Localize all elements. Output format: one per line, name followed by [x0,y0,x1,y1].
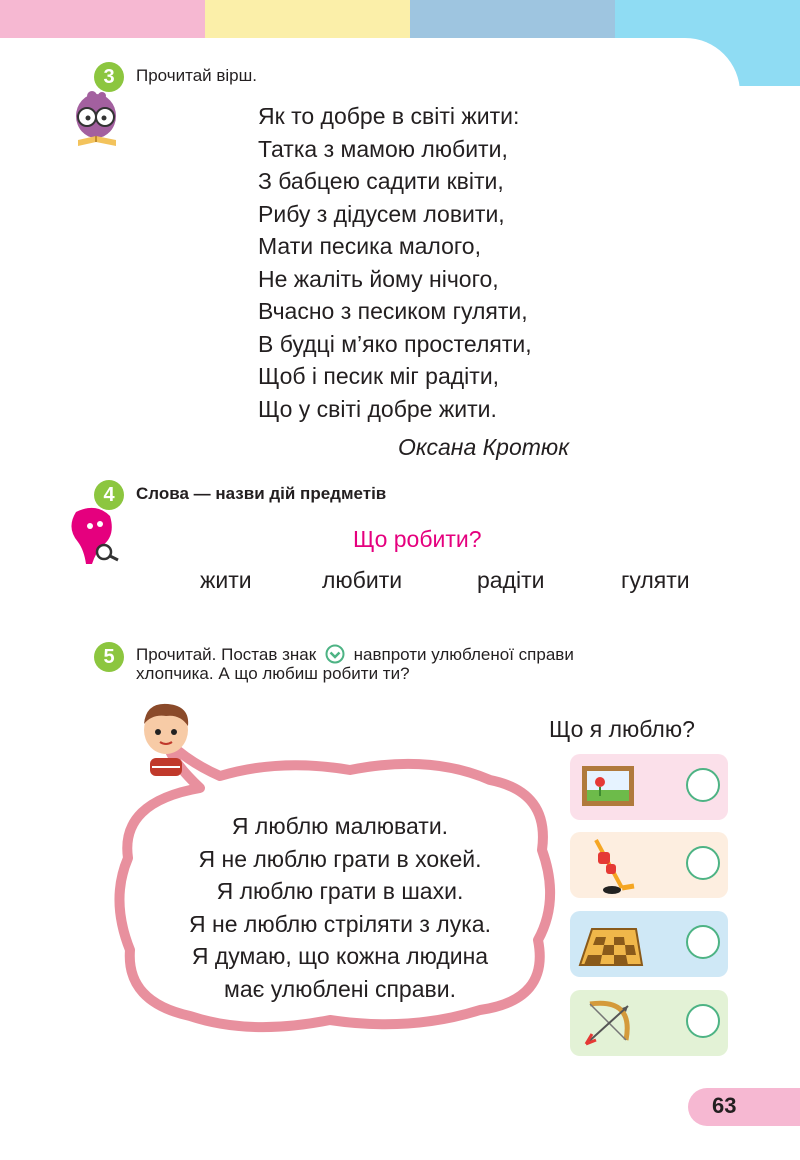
word-item: жити [200,567,252,593]
poem-line: В будці м’яко простеляти, [258,330,532,357]
speech-bubble-text [140,810,540,1005]
section-title: Слова — назви дій предметів [136,484,387,503]
poem-line: Рибу з дідусем ловити, [258,200,505,227]
poem-line: З бабцею садити квіти, [258,168,504,194]
boy-avatar [136,700,196,782]
checkbox-circle[interactable] [686,768,720,802]
task-number-badge: 4 [94,480,124,510]
page-number: 63 [712,1093,737,1118]
checkbox-circle[interactable] [686,925,720,959]
poem [258,100,532,425]
bubble-line: Я думаю, що кожна людина [191,943,489,969]
poem-line: Щоб і песик міг радіти, [258,363,500,389]
bow-arrow-icon [576,994,640,1052]
option-card-archery [570,990,728,1056]
task-instruction: Прочитай вірш. [136,66,258,85]
option-card-hockey [570,832,728,898]
page-number-tab [688,1088,800,1126]
poem-line: Не жаліть йому нічого, [258,265,499,292]
bubble-line: Я не люблю стріляти з лука. [189,910,491,937]
check-circle-icon [325,644,345,664]
bubble-line: Я люблю грати в шахи. [216,878,464,904]
task-instruction: хлопчика. А що любиш робити ти? [136,664,410,683]
checkbox-circle[interactable] [686,846,720,880]
question-what-i-love: Що я люблю? [549,716,695,742]
option-card-chess [570,911,728,977]
poem-line: Татка з мамою любити, [258,135,508,162]
hockey-icon [576,836,640,894]
poem-author: Оксана Кротюк [398,434,570,460]
word-item: радіти [477,567,545,593]
owl-reading-icon [72,86,124,152]
bubble-line: Я люблю малювати. [231,813,449,839]
task-instruction [136,644,574,665]
word-item: любити [322,567,403,593]
option-card-drawing [570,754,728,820]
task-number-badge: 5 [94,642,124,672]
bubble-line: має улюблені справи. [224,975,456,1002]
instruction-text: Прочитай. Постав знак [136,645,317,664]
pink-character-magnifier-icon [66,502,124,568]
checkbox-circle[interactable] [686,1004,720,1038]
bubble-line: Я не люблю грати в хокей. [198,845,482,872]
poem-line: Вчасно з песиком гуляти, [258,298,528,324]
poem-line: Як то добре в світі жити: [258,103,520,129]
poem-line: Мати песика малого, [258,233,481,259]
chessboard-icon [576,915,646,973]
poem-line: Що у світі добре жити. [258,395,497,422]
task-number-badge: 3 [94,62,124,92]
painting-icon [576,758,640,814]
instruction-text: навпроти улюбленої справи [353,645,574,664]
question-what-to-do: Що робити? [353,526,482,552]
word-item: гуляти [621,567,690,593]
